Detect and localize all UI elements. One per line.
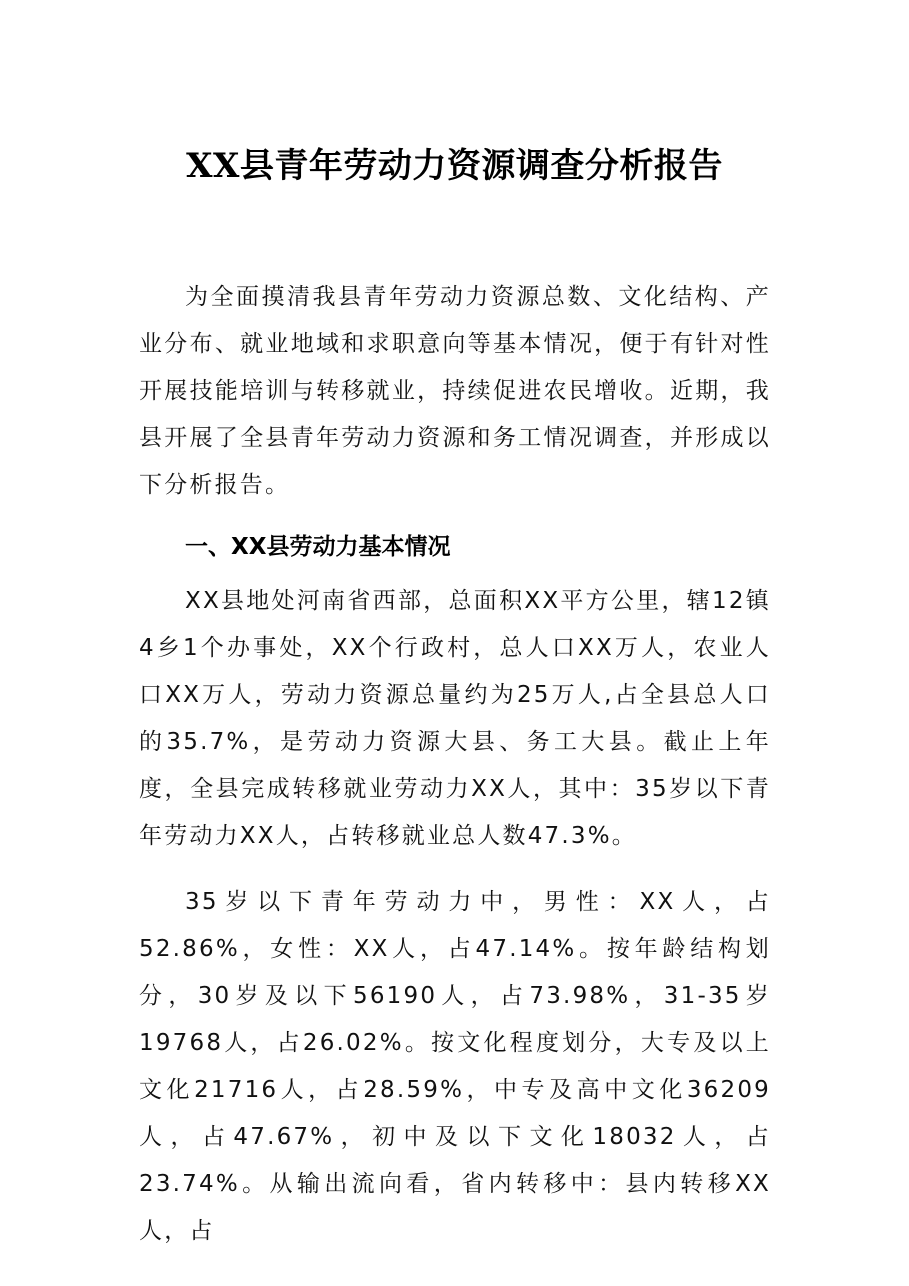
intro-paragraph: 为全面摸清我县青年劳动力资源总数、文化结构、产业分布、就业地域和求职意向等基本情况，便于有针对性开展技能培训与转移就业，持续促进农民增收。近期，我县开展了全县青年劳动力资源和务工情况调查，并形成以下分析报告。 [139, 284, 771, 498]
youth-labor-paragraph: 35岁以下青年劳动力中，男性：XX人，占52.86%，女性：XX人，占47.14%。按年龄结构划分，30岁及以下56190人，占73.98%，31-35岁19768人，占26.02%。按文化程度划分，大专及以上文化21716人，占28.59%，中专及高中文化36209人，占47.67%，初中及以下文化18032人，占23.74%。从输出流向看，省内转移中：县内转移XX人，占 [139, 889, 771, 1244]
section-heading: 一、XX县劳动力基本情况 [185, 534, 451, 560]
document-title: XX县青年劳动力资源调查分析报告 [186, 146, 723, 186]
basic-info-paragraph: XX县地处河南省西部，总面积XX平方公里，辖12镇4乡1个办事处，XX个行政村，总人口XX万人，农业人口XX万人，劳动力资源总量约为25万人,占全县总人口的35.7%，是劳动力资源大县、务工大县。截止上年度，全县完成转移就业劳动力XX人，其中：35岁以下青年劳动力XX人，占转移就业总人数47.3%。 [139, 588, 771, 849]
